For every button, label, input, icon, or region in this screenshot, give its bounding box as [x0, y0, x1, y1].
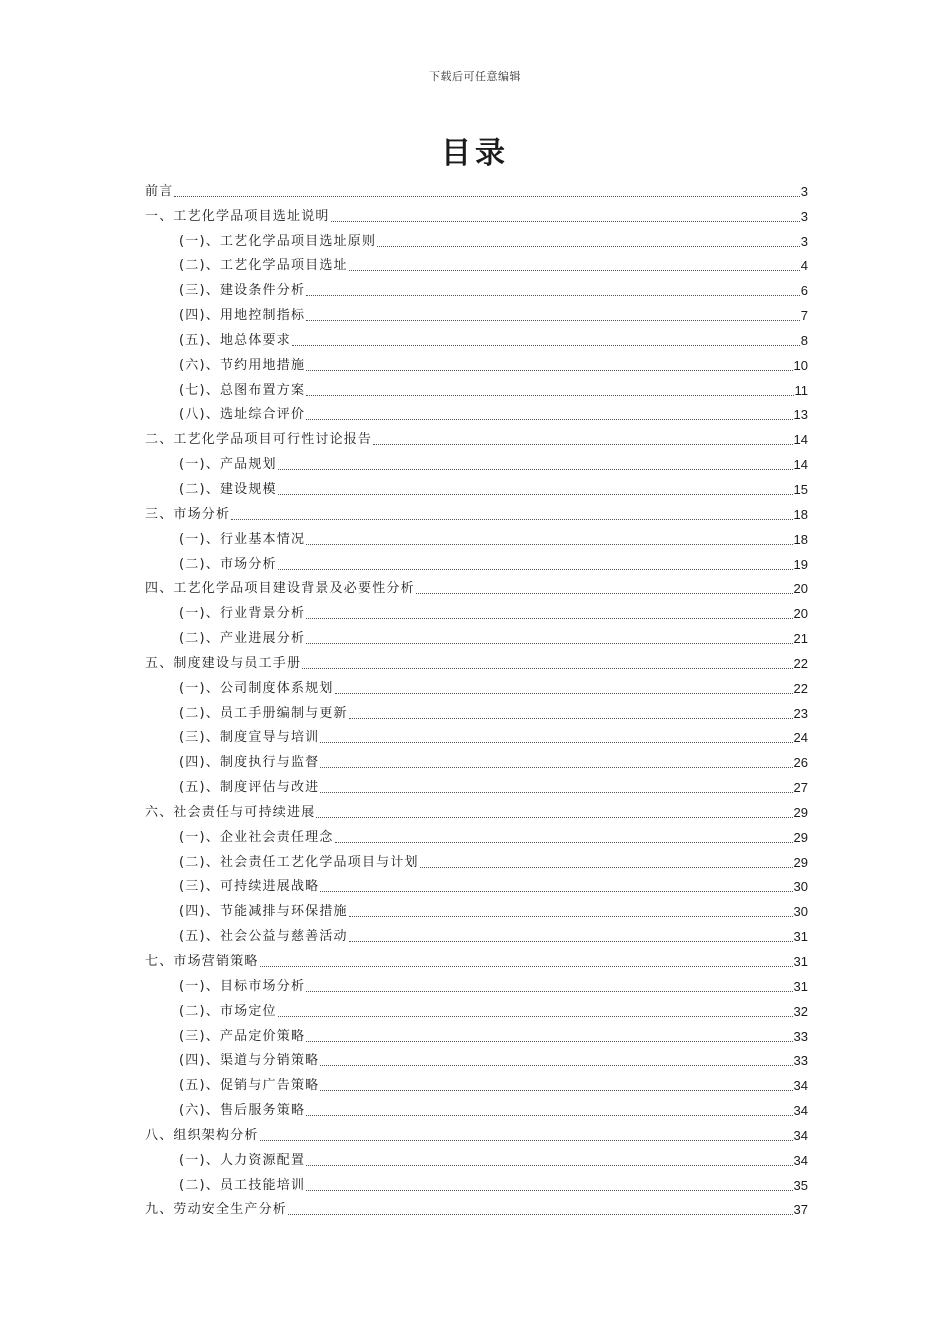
toc-entry-label: (五)、制度评估与改进 — [179, 780, 320, 796]
toc-entry-page-number: 13 — [793, 407, 808, 423]
toc-entry[interactable] — [145, 970, 808, 995]
toc-entry-label: 七、市场营销策略 — [145, 954, 259, 969]
toc-entry-page-number: 7 — [800, 308, 808, 324]
toc-entry-label: (一)、产品规划 — [179, 457, 277, 473]
toc-dot-leader — [231, 519, 792, 520]
toc-entry-label: (六)、售后服务策略 — [179, 1103, 306, 1119]
toc-entry[interactable] — [145, 573, 808, 598]
toc-entry-page-number: 22 — [793, 655, 808, 671]
toc-entry-page-number: 33 — [793, 1053, 808, 1069]
toc-dot-leader — [278, 469, 793, 470]
toc-entry-page-number: 11 — [794, 382, 808, 398]
toc-entry-page-number: 19 — [793, 556, 808, 572]
toc-dot-leader — [302, 668, 792, 669]
toc-dot-leader — [306, 395, 793, 396]
toc-dot-leader — [306, 320, 800, 321]
toc-entry[interactable] — [145, 274, 808, 299]
toc-entry-label: (三)、产品定价策略 — [179, 1028, 306, 1044]
toc-entry[interactable] — [145, 523, 808, 548]
toc-dot-leader — [292, 345, 800, 346]
toc-entry[interactable] — [145, 871, 808, 896]
toc-entry[interactable] — [145, 1119, 808, 1144]
toc-entry-label: 二、工艺化学品项目可行性讨论报告 — [145, 432, 373, 448]
toc-dot-leader — [306, 419, 792, 420]
toc-entry-label: (二)、市场定位 — [179, 1003, 277, 1019]
toc-entry-label: (一)、行业基本情况 — [179, 531, 306, 547]
toc-entry[interactable] — [145, 200, 808, 225]
toc-dot-leader — [349, 270, 800, 271]
toc-dot-leader — [320, 767, 792, 768]
toc-entry[interactable] — [145, 473, 808, 498]
toc-dot-leader — [306, 643, 792, 644]
toc-dot-leader — [306, 991, 792, 992]
toc-entry-page-number: 30 — [793, 904, 808, 920]
toc-entry-label: (一)、行业背景分析 — [179, 606, 306, 622]
table-of-contents — [145, 175, 808, 1218]
toc-dot-leader — [306, 295, 800, 296]
toc-dot-leader — [320, 792, 792, 793]
toc-dot-leader — [306, 544, 792, 545]
toc-entry-label: 一、工艺化学品项目选址说明 — [145, 208, 330, 224]
toc-entry-page-number: 14 — [793, 457, 808, 473]
toc-entry-label: (一)、企业社会责任理念 — [179, 829, 334, 845]
toc-entry-label: 八、组织架构分析 — [145, 1127, 259, 1143]
page-title: 目录 — [441, 136, 509, 171]
toc-entry[interactable] — [145, 548, 808, 573]
toc-entry[interactable] — [145, 796, 808, 821]
toc-entry-label: (五)、社会公益与慈善活动 — [179, 929, 348, 945]
toc-entry-label: 五、制度建设与员工手册 — [145, 655, 302, 671]
toc-entry-label: 三、市场分析 — [145, 506, 231, 522]
toc-entry-label: (二)、产业进展分析 — [179, 631, 306, 647]
toc-entry-page-number: 3 — [800, 208, 808, 224]
toc-entry-page-number: 10 — [793, 357, 808, 373]
toc-dot-leader — [349, 916, 793, 917]
toc-entry-page-number: 15 — [793, 481, 808, 497]
toc-entry[interactable] — [145, 622, 808, 647]
toc-entry[interactable] — [145, 1094, 808, 1119]
toc-entry-page-number: 35 — [793, 1177, 808, 1193]
toc-entry-label: (八)、选址综合评价 — [179, 407, 306, 423]
toc-entry[interactable] — [145, 697, 808, 722]
toc-entry-page-number: 30 — [793, 879, 808, 895]
toc-dot-leader — [306, 1115, 792, 1116]
toc-entry[interactable] — [145, 349, 808, 374]
toc-entry-page-number: 20 — [793, 581, 808, 597]
toc-entry-page-number: 22 — [793, 680, 808, 696]
toc-entry-label: (五)、地总体要求 — [179, 332, 291, 348]
toc-dot-leader — [320, 742, 792, 743]
toc-entry-label: (四)、节能减排与环保措施 — [179, 904, 348, 920]
toc-dot-leader — [420, 867, 793, 868]
toc-entry[interactable] — [145, 175, 808, 200]
toc-entry[interactable] — [145, 597, 808, 622]
toc-dot-leader — [306, 1165, 792, 1166]
toc-entry[interactable] — [145, 399, 808, 424]
toc-dot-leader — [320, 1065, 792, 1066]
toc-dot-leader — [373, 444, 792, 445]
toc-entry-page-number: 31 — [793, 929, 808, 945]
toc-entry-page-number: 21 — [793, 631, 808, 647]
toc-entry-page-number: 23 — [793, 705, 808, 721]
toc-dot-leader — [174, 196, 799, 197]
toc-dot-leader — [331, 221, 800, 222]
toc-entry-page-number: 29 — [793, 804, 808, 820]
toc-entry[interactable] — [145, 647, 808, 672]
toc-entry[interactable] — [145, 250, 808, 275]
toc-entry-page-number: 34 — [793, 1127, 808, 1143]
toc-entry[interactable] — [145, 1045, 808, 1070]
toc-entry-page-number: 31 — [793, 954, 808, 969]
toc-entry[interactable] — [145, 995, 808, 1020]
toc-dot-leader — [306, 1041, 792, 1042]
toc-entry[interactable] — [145, 846, 808, 871]
toc-dot-leader — [335, 693, 793, 694]
toc-entry-label: (一)、目标市场分析 — [179, 978, 306, 994]
toc-entry[interactable] — [145, 498, 808, 523]
toc-entry-label: (一)、人力资源配置 — [179, 1152, 306, 1168]
toc-entry-label: 四、工艺化学品项目建设背景及必要性分析 — [145, 581, 415, 597]
toc-entry-label: 前言 — [145, 183, 174, 199]
toc-entry-label: (三)、建设条件分析 — [179, 283, 306, 299]
toc-entry[interactable] — [145, 1020, 808, 1045]
toc-entry[interactable] — [145, 746, 808, 771]
toc-entry-page-number: 18 — [793, 506, 808, 522]
toc-dot-leader — [260, 1140, 793, 1141]
toc-entry-page-number: 8 — [800, 332, 808, 348]
toc-entry-page-number: 3 — [800, 183, 808, 199]
toc-dot-leader — [335, 842, 793, 843]
toc-entry-label: (一)、公司制度体系规划 — [179, 680, 334, 696]
toc-entry-label: (六)、节约用地措施 — [179, 357, 306, 373]
toc-dot-leader — [260, 966, 793, 967]
toc-entry-label: (三)、制度宣导与培训 — [179, 730, 320, 746]
toc-entry-label: (五)、促销与广告策略 — [179, 1078, 320, 1094]
toc-entry[interactable] — [145, 672, 808, 697]
toc-entry[interactable] — [145, 1069, 808, 1094]
toc-entry-page-number: 34 — [793, 1103, 808, 1119]
toc-entry-label: (四)、用地控制指标 — [179, 308, 306, 324]
toc-entry-label: (二)、员工技能培训 — [179, 1177, 306, 1193]
toc-entry[interactable] — [145, 1169, 808, 1194]
toc-entry-label: 六、社会责任与可持续进展 — [145, 804, 316, 820]
toc-entry[interactable] — [145, 448, 808, 473]
toc-entry-page-number: 34 — [793, 1152, 808, 1168]
toc-entry-page-number: 37 — [793, 1202, 808, 1218]
toc-entry-page-number: 24 — [793, 730, 808, 746]
toc-entry-page-number: 27 — [793, 780, 808, 796]
toc-dot-leader — [416, 593, 793, 594]
toc-entry-label: 九、劳动安全生产分析 — [145, 1202, 288, 1218]
toc-dot-leader — [377, 246, 800, 247]
toc-entry-label: (一)、工艺化学品项目选址原则 — [179, 233, 377, 249]
toc-entry-label: (二)、市场分析 — [179, 556, 277, 572]
toc-entry-label: (七)、总图布置方案 — [179, 382, 306, 398]
toc-entry-label: (四)、制度执行与监督 — [179, 755, 320, 771]
toc-entry-page-number: 6 — [800, 283, 808, 299]
toc-dot-leader — [306, 370, 792, 371]
toc-entry[interactable] — [145, 1144, 808, 1169]
toc-dot-leader — [278, 494, 793, 495]
toc-entry-page-number: 18 — [793, 531, 808, 547]
toc-entry-label: (二)、建设规模 — [179, 481, 277, 497]
toc-entry[interactable] — [145, 299, 808, 324]
toc-entry[interactable] — [145, 324, 808, 349]
toc-dot-leader — [306, 1190, 792, 1191]
toc-dot-leader — [349, 718, 793, 719]
toc-dot-leader — [288, 1214, 793, 1215]
toc-entry[interactable] — [145, 945, 808, 970]
toc-entry[interactable] — [145, 771, 808, 796]
toc-entry-page-number: 29 — [793, 829, 808, 845]
toc-entry-label: (四)、渠道与分销策略 — [179, 1053, 320, 1069]
toc-entry[interactable] — [145, 821, 808, 846]
toc-entry-page-number: 20 — [793, 606, 808, 622]
toc-entry-page-number: 34 — [793, 1078, 808, 1094]
toc-entry-label: (二)、员工手册编制与更新 — [179, 705, 348, 721]
toc-dot-leader — [316, 817, 792, 818]
toc-entry-page-number: 14 — [793, 432, 808, 448]
header-note: 下载后可任意编辑 — [429, 70, 521, 83]
toc-entry-page-number: 3 — [800, 233, 808, 249]
toc-entry-page-number: 4 — [800, 258, 808, 274]
toc-entry-label: (三)、可持续进展战略 — [179, 879, 320, 895]
toc-entry-label: (二)、社会责任工艺化学品项目与计划 — [179, 854, 419, 870]
toc-dot-leader — [306, 618, 792, 619]
toc-entry-page-number: 29 — [793, 854, 808, 870]
toc-entry[interactable] — [145, 225, 808, 250]
toc-entry[interactable] — [145, 895, 808, 920]
toc-entry-page-number: 33 — [793, 1028, 808, 1044]
toc-entry-label: (二)、工艺化学品项目选址 — [179, 258, 348, 274]
toc-entry-page-number: 32 — [793, 1003, 808, 1019]
toc-entry[interactable] — [145, 374, 808, 399]
toc-dot-leader — [278, 569, 793, 570]
toc-entry[interactable] — [145, 920, 808, 945]
toc-dot-leader — [278, 1016, 793, 1017]
toc-entry[interactable] — [145, 1194, 808, 1219]
toc-dot-leader — [349, 941, 793, 942]
toc-entry[interactable] — [145, 722, 808, 747]
toc-entry[interactable] — [145, 423, 808, 448]
toc-entry-page-number: 26 — [793, 755, 808, 771]
toc-dot-leader — [320, 1090, 792, 1091]
toc-dot-leader — [320, 891, 792, 892]
toc-entry-page-number: 31 — [793, 978, 808, 994]
